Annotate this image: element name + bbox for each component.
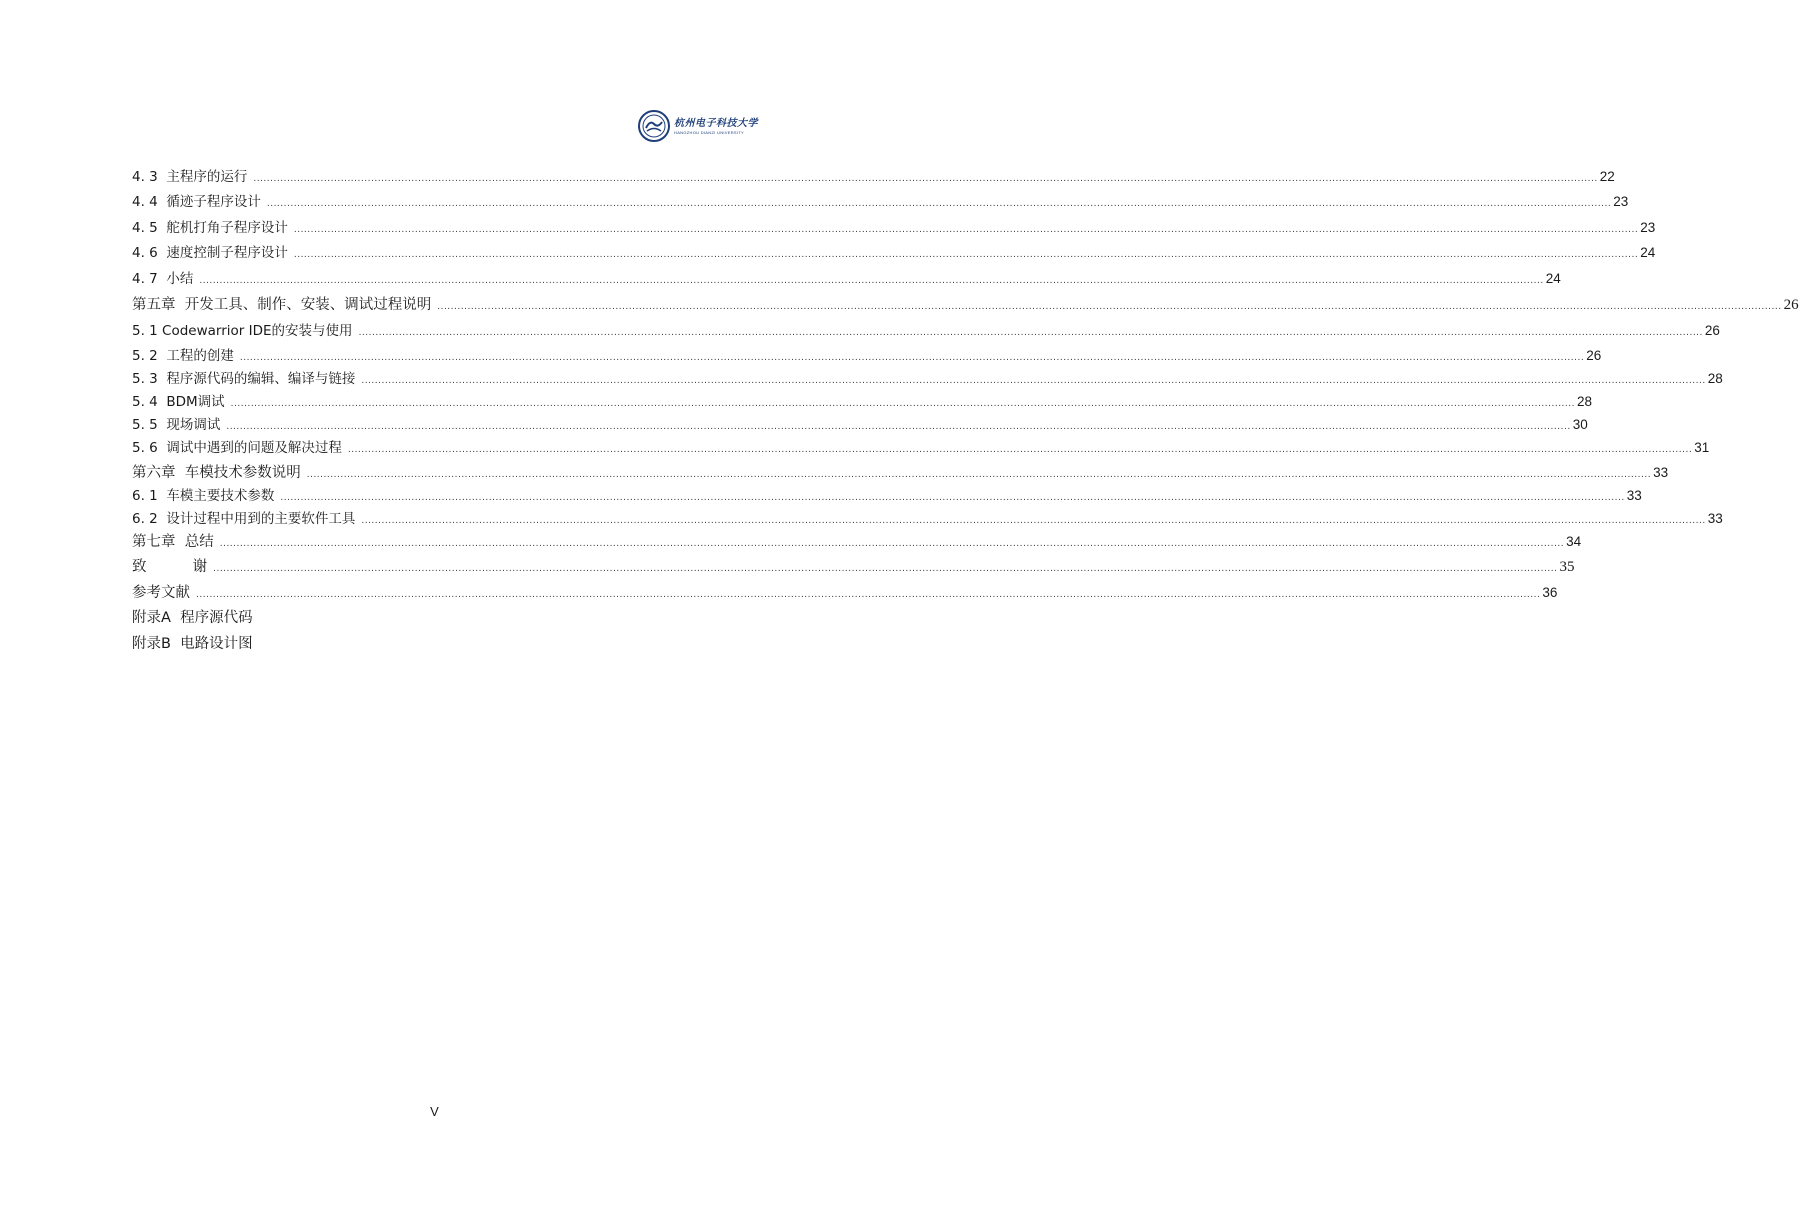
toc-leader-dots: ................................................................................................................................................................................................................................................................................................................................................................................................................: [306, 470, 1652, 480]
toc-entry-title: 附录A 程序源代码: [132, 610, 253, 626]
toc-leader-dots: ................................................................................................................................................................................................................................................................................................................................................................................................................: [253, 174, 1598, 184]
toc-entry[interactable]: [132, 391, 1593, 413]
toc-entry-title: 5. 6 调试中遇到的问题及解决过程: [132, 440, 342, 456]
toc-entry-page: 28: [1707, 371, 1723, 386]
toc-entry[interactable]: [132, 191, 1629, 213]
toc-leader-dots: ................................................................................................................................................................................................................................................................................................................................................................................................................: [239, 353, 1585, 363]
toc-leader-dots: ................................................................................................................................................................................................................................................................................................................................................................................................................: [437, 302, 1782, 312]
toc-leader-dots: ................................................................................................................................................................................................................................................................................................................................................................................................................: [199, 276, 1544, 286]
toc-leader-dots: ................................................................................................................................................................................................................................................................................................................................................................................................................: [280, 493, 1625, 503]
toc-entry-page: 28: [1577, 394, 1593, 409]
toc-entry[interactable]: [132, 414, 1588, 436]
toc-leader-dots: ................................................................................................................................................................................................................................................................................................................................................................................................................: [358, 328, 1703, 338]
toc-entry-page: 33: [1653, 465, 1669, 480]
page-number: V: [430, 1104, 439, 1119]
toc-entry-page: 23: [1613, 194, 1629, 209]
toc-entry[interactable]: [132, 294, 1799, 316]
toc-entry-title: 第五章 开发工具、制作、安装、调试过程说明: [132, 297, 432, 313]
toc-entry-page: 22: [1599, 169, 1615, 184]
toc-entry-page: 30: [1572, 417, 1588, 432]
toc-entry-title: 4. 3 主程序的运行: [132, 169, 248, 185]
toc-entry-page: 26: [1704, 323, 1720, 338]
toc-entry[interactable]: [132, 582, 1558, 604]
toc-leader-dots: ................................................................................................................................................................................................................................................................................................................................................................................................................: [293, 225, 1639, 235]
toc-entry-title: 第七章 总结: [132, 534, 214, 550]
toc-leader-dots: ................................................................................................................................................................................................................................................................................................................................................................................................................: [230, 399, 1575, 409]
toc-leader-dots: ................................................................................................................................................................................................................................................................................................................................................................................................................: [226, 422, 1571, 432]
toc-entry-title: 参考文献: [132, 585, 190, 601]
toc-entry[interactable]: [132, 437, 1710, 459]
toc-leader-dots: ................................................................................................................................................................................................................................................................................................................................................................................................................: [361, 376, 1706, 386]
toc-entry-page: 26: [1783, 297, 1799, 313]
toc-leader-dots: ................................................................................................................................................................................................................................................................................................................................................................................................................: [213, 564, 1558, 574]
toc-entry-page: 35: [1559, 559, 1575, 575]
toc-entry-title: 4. 7 小结: [132, 271, 194, 287]
university-name: 杭州电子科技大学: [674, 118, 758, 129]
toc-entry[interactable]: [132, 485, 1642, 507]
toc-entry-title: 6. 2 设计过程中用到的主要软件工具: [132, 511, 356, 527]
toc-entry-title: 第六章 车模技术参数说明: [132, 465, 301, 481]
toc-leader-dots: ................................................................................................................................................................................................................................................................................................................................................................................................................: [196, 590, 1541, 600]
university-name-english: HANGZHOU DIANZI UNIVERSITY: [674, 130, 745, 135]
toc-leader-dots: ................................................................................................................................................................................................................................................................................................................................................................................................................: [347, 445, 1693, 455]
toc-entry-title: 5. 2 工程的创建: [132, 348, 234, 364]
toc-entry-page: 31: [1694, 440, 1710, 455]
toc-entry-title: 致 谢: [132, 559, 208, 575]
toc-entry[interactable]: [132, 633, 734, 655]
university-seal-icon: [638, 110, 670, 142]
toc-entry-page: 26: [1586, 348, 1602, 363]
toc-entry-page: 34: [1566, 534, 1582, 549]
toc-entry-title: 6. 1 车模主要技术参数: [132, 488, 275, 504]
toc-entry-title: 5. 3 程序源代码的编辑、编译与链接: [132, 371, 356, 387]
toc-leader-dots: ................................................................................................................................................................................................................................................................................................................................................................................................................: [293, 250, 1639, 260]
toc-leader-dots: ................................................................................................................................................................................................................................................................................................................................................................................................................: [219, 539, 1565, 549]
toc-entry-title: 5. 4 BDM调试: [132, 394, 225, 410]
toc-entry[interactable]: [132, 607, 734, 629]
toc-entry[interactable]: [132, 166, 1615, 188]
toc-entry-page: 33: [1626, 488, 1642, 503]
toc-entry[interactable]: [132, 268, 1561, 290]
toc-entry[interactable]: [132, 368, 1723, 390]
toc-entry[interactable]: [132, 242, 1656, 264]
toc-entry-page: 23: [1640, 220, 1656, 235]
toc-entry[interactable]: [132, 345, 1602, 367]
toc-entry-page: 33: [1707, 511, 1723, 526]
toc-entry[interactable]: [132, 320, 1720, 342]
toc-leader-dots: ................................................................................................................................................................................................................................................................................................................................................................................................................: [266, 199, 1612, 209]
toc-entry-page: 24: [1545, 271, 1561, 286]
toc-entry[interactable]: [132, 508, 1723, 530]
toc-entry-page: 24: [1640, 245, 1656, 260]
university-logo: [638, 110, 758, 142]
toc-entry[interactable]: [132, 217, 1656, 239]
toc-entry-title: 4. 5 舵机打角子程序设计: [132, 220, 288, 236]
toc-entry-page: 36: [1542, 585, 1558, 600]
toc-entry[interactable]: [132, 462, 1669, 484]
toc-entry-title: 4. 4 循迹子程序设计: [132, 194, 261, 210]
toc-entry-title: 附录B 电路设计图: [132, 636, 253, 652]
toc-entry-title: 5. 5 现场调试: [132, 417, 221, 433]
toc-entry[interactable]: [132, 556, 1575, 578]
toc-entry[interactable]: [132, 531, 1582, 553]
toc-entry-title: 4. 6 速度控制子程序设计: [132, 245, 288, 261]
toc-leader-dots: ................................................................................................................................................................................................................................................................................................................................................................................................................: [361, 516, 1706, 526]
toc-entry-title: 5. 1 Codewarrior IDE的安装与使用: [132, 323, 353, 339]
